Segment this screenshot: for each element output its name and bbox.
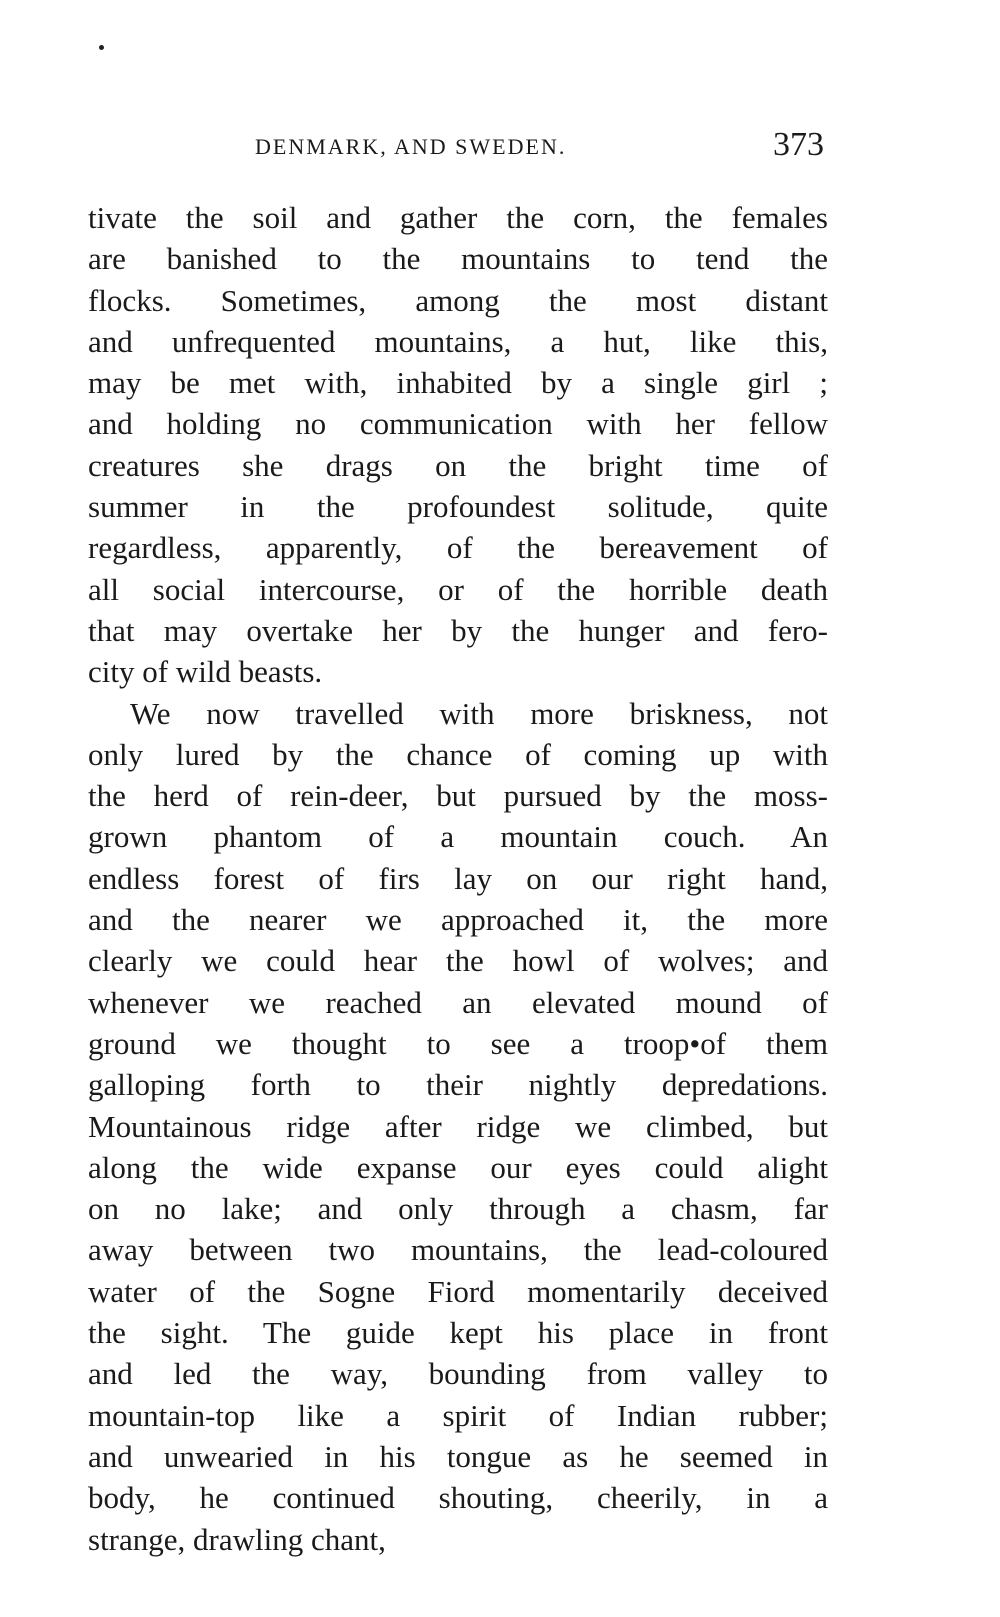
text-line: that may overtake her by the hunger and fero- bbox=[88, 612, 828, 648]
text-line: on no lake; and only through a chasm, far bbox=[88, 1191, 828, 1227]
text-line: creatures she drags on the bright time of bbox=[88, 447, 828, 483]
body-text bbox=[88, 197, 828, 1560]
stray-ink-mark bbox=[99, 45, 104, 50]
page-number: 373 bbox=[773, 126, 824, 163]
text-line: along the wide expanse our eyes could alight bbox=[88, 1149, 828, 1185]
text-line: strange, drawling chant, bbox=[88, 1521, 386, 1557]
text-line: and led the way, bounding from valley to bbox=[88, 1356, 828, 1392]
text-line: the herd of rein-deer, but pursued by the moss- bbox=[88, 778, 828, 814]
running-head bbox=[90, 126, 830, 166]
text-line: flocks. Sometimes, among the most distant bbox=[88, 282, 828, 318]
text-line: galloping forth to their nightly depredations. bbox=[88, 1067, 828, 1103]
text-line: Mountainous ridge after ridge we climbed, but bbox=[88, 1108, 828, 1144]
text-line: body, he continued shouting, cheerily, in a bbox=[88, 1480, 828, 1516]
text-line: mountain-top like a spirit of Indian rubber; bbox=[88, 1397, 828, 1433]
text-line: ground we thought to see a troop•of them bbox=[88, 1025, 828, 1061]
text-line: and unfrequented mountains, a hut, like this, bbox=[88, 323, 828, 359]
text-line: are banished to the mountains to tend the bbox=[88, 241, 828, 277]
paragraph-2 bbox=[88, 693, 828, 1560]
text-line: and holding no communication with her fellow bbox=[88, 406, 828, 442]
text-line: and unwearied in his tongue as he seemed in bbox=[88, 1438, 828, 1474]
text-line: regardless, apparently, of the bereavement of bbox=[88, 530, 828, 566]
text-line: clearly we could hear the howl of wolves; and bbox=[88, 943, 828, 979]
text-line: water of the Sogne Fiord momentarily deceived bbox=[88, 1273, 828, 1309]
text-line: only lured by the chance of coming up with bbox=[88, 736, 828, 772]
text-line: away between two mountains, the lead-coloured bbox=[88, 1232, 828, 1268]
running-title: DENMARK, AND SWEDEN. bbox=[255, 134, 567, 159]
text-line: city of wild beasts. bbox=[88, 654, 323, 690]
text-line: We now travelled with more briskness, not bbox=[130, 695, 828, 731]
text-line: all social intercourse, or of the horrible death bbox=[88, 571, 828, 607]
text-line: may be met with, inhabited by a single girl ; bbox=[88, 365, 828, 401]
paragraph-1 bbox=[88, 197, 828, 693]
text-line: and the nearer we approached it, the more bbox=[88, 902, 828, 938]
text-line: endless forest of firs lay on our right hand, bbox=[88, 860, 828, 896]
text-line: tivate the soil and gather the corn, the females bbox=[88, 200, 828, 235]
text-line: whenever we reached an elevated mound of bbox=[88, 984, 828, 1020]
text-line: summer in the profoundest solitude, quite bbox=[88, 489, 828, 525]
text-line: grown phantom of a mountain couch. An bbox=[88, 819, 828, 855]
text-line: the sight. The guide kept his place in front bbox=[88, 1315, 828, 1351]
